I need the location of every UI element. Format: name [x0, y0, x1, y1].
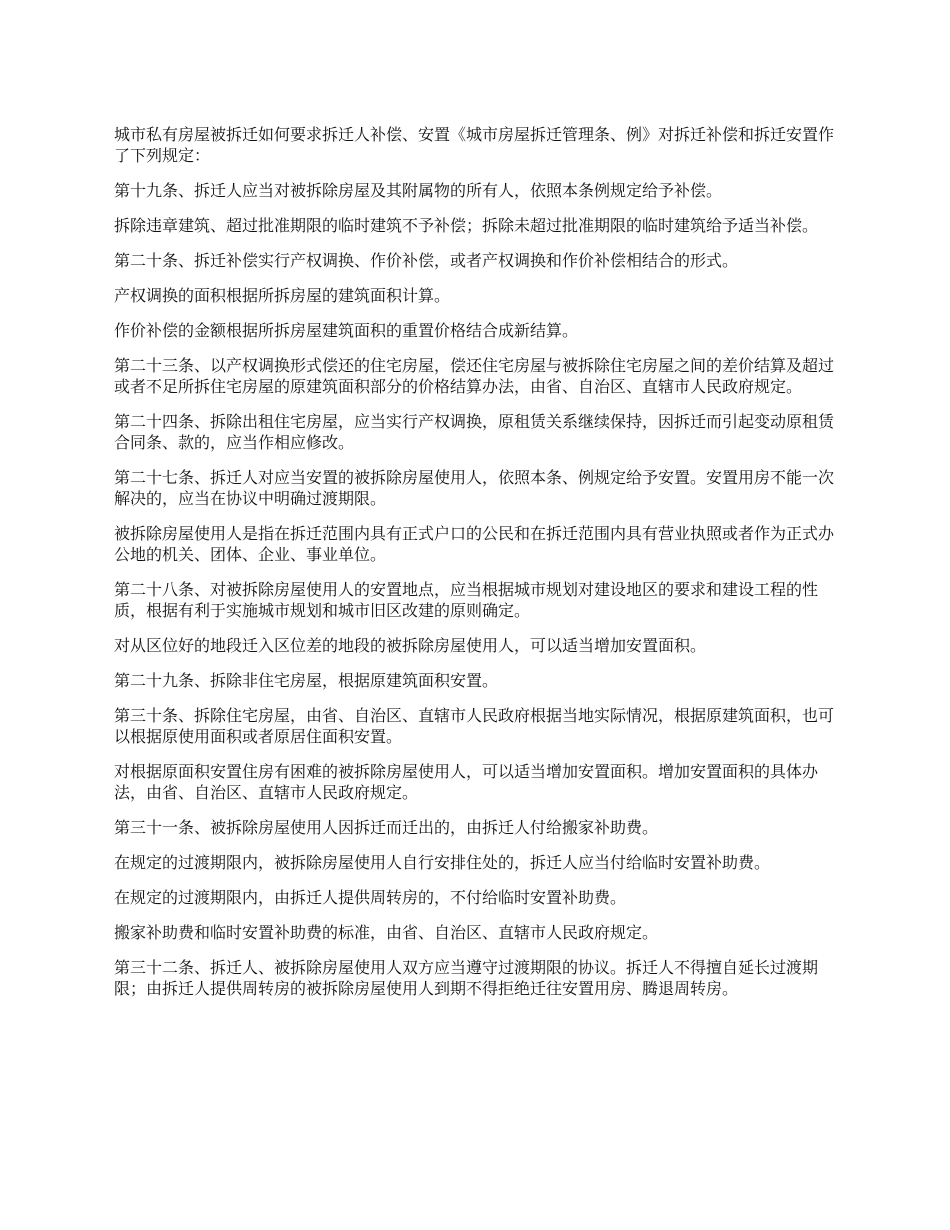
paragraph-article-31: 第三十一条、被拆除房屋使用人因拆迁而迁出的，由拆迁人付给搬家补助费。 [114, 818, 659, 837]
paragraph: 产权调换的面积根据所拆房屋的建筑面积计算。 [114, 286, 451, 305]
paragraph-article-23: 第二十三条、以产权调换形式偿还的住宅房屋，偿还住宅房屋与被拆除住宅房屋之间的差价结算及超过或者不足所拆住宅房屋的原建筑面积部分的价格结算办法，由省、自治区、直辖市人民政府规定。 [114, 356, 835, 396]
document-body [114, 124, 844, 1013]
paragraph: 拆除违章建筑、超过批准期限的临时建筑不予补偿；拆除未超过批准期限的临时建筑给予适当补偿。 [114, 216, 819, 235]
paragraph: 对根据原面积安置住房有困难的被拆除房屋使用人，可以适当增加安置面积。增加安置面积的具体办法，由省、自治区、直辖市人民政府规定。 [114, 762, 819, 802]
paragraph-article-27: 第二十七条、拆迁人对应当安置的被拆除房屋使用人，依照本条、例规定给予安置。安置用房不能一次解决的，应当在协议中明确过渡期限。 [114, 468, 835, 508]
paragraph: 在规定的过渡期限内，由拆迁人提供周转房的，不付给临时安置补助费。 [114, 888, 627, 907]
paragraph: 在规定的过渡期限内，被拆除房屋使用人自行安排住处的，拆迁人应当付给临时安置补助费。 [114, 853, 771, 872]
paragraph-article-32: 第三十二条、拆迁人、被拆除房屋使用人双方应当遵守过渡期限的协议。拆迁人不得擅自延长过渡期限；由拆迁人提供周转房的被拆除房屋使用人到期不得拒绝迁往安置用房、腾退周转房。 [114, 958, 819, 998]
paragraph-article-19: 第十九条、拆迁人应当对被拆除房屋及其附属物的所有人，依照本条例规定给予补偿。 [114, 181, 723, 200]
paragraph-intro: 城市私有房屋被拆迁如何要求拆迁人补偿、安置《城市房屋拆迁管理条、例》对拆迁补偿和拆迁安置作了下列规定： [114, 125, 835, 165]
paragraph: 搬家补助费和临时安置补助费的标准，由省、自治区、直辖市人民政府规定。 [114, 923, 659, 942]
paragraph-article-29: 第二十九条、拆除非住宅房屋，根据原建筑面积安置。 [114, 671, 499, 690]
paragraph-article-20: 第二十条、拆迁补偿实行产权调换、作价补偿，或者产权调换和作价补偿相结合的形式。 [114, 251, 739, 270]
paragraph-article-28: 第二十八条、对被拆除房屋使用人的安置地点，应当根据城市规划对建设地区的要求和建设工程的性质，根据有利于实施城市规划和城市旧区改建的原则确定。 [114, 580, 819, 620]
paragraph: 被拆除房屋使用人是指在拆迁范围内具有正式户口的公民和在拆迁范围内具有营业执照或者作为正式办公地的机关、团体、企业、事业单位。 [114, 524, 835, 564]
paragraph-article-30: 第三十条、拆除住宅房屋，由省、自治区、直辖市人民政府根据当地实际情况，根据原建筑面积，也可以根据原使用面积或者原居住面积安置。 [114, 706, 835, 746]
paragraph: 作价补偿的金额根据所拆房屋建筑面积的重置价格结合成新结算。 [114, 321, 579, 340]
paragraph: 对从区位好的地段迁入区位差的地段的被拆除房屋使用人，可以适当增加安置面积。 [114, 636, 707, 655]
paragraph-article-24: 第二十四条、拆除出租住宅房屋，应当实行产权调换，原租赁关系继续保持，因拆迁而引起变动原租赁合同条、款的，应当作相应修改。 [114, 412, 835, 452]
